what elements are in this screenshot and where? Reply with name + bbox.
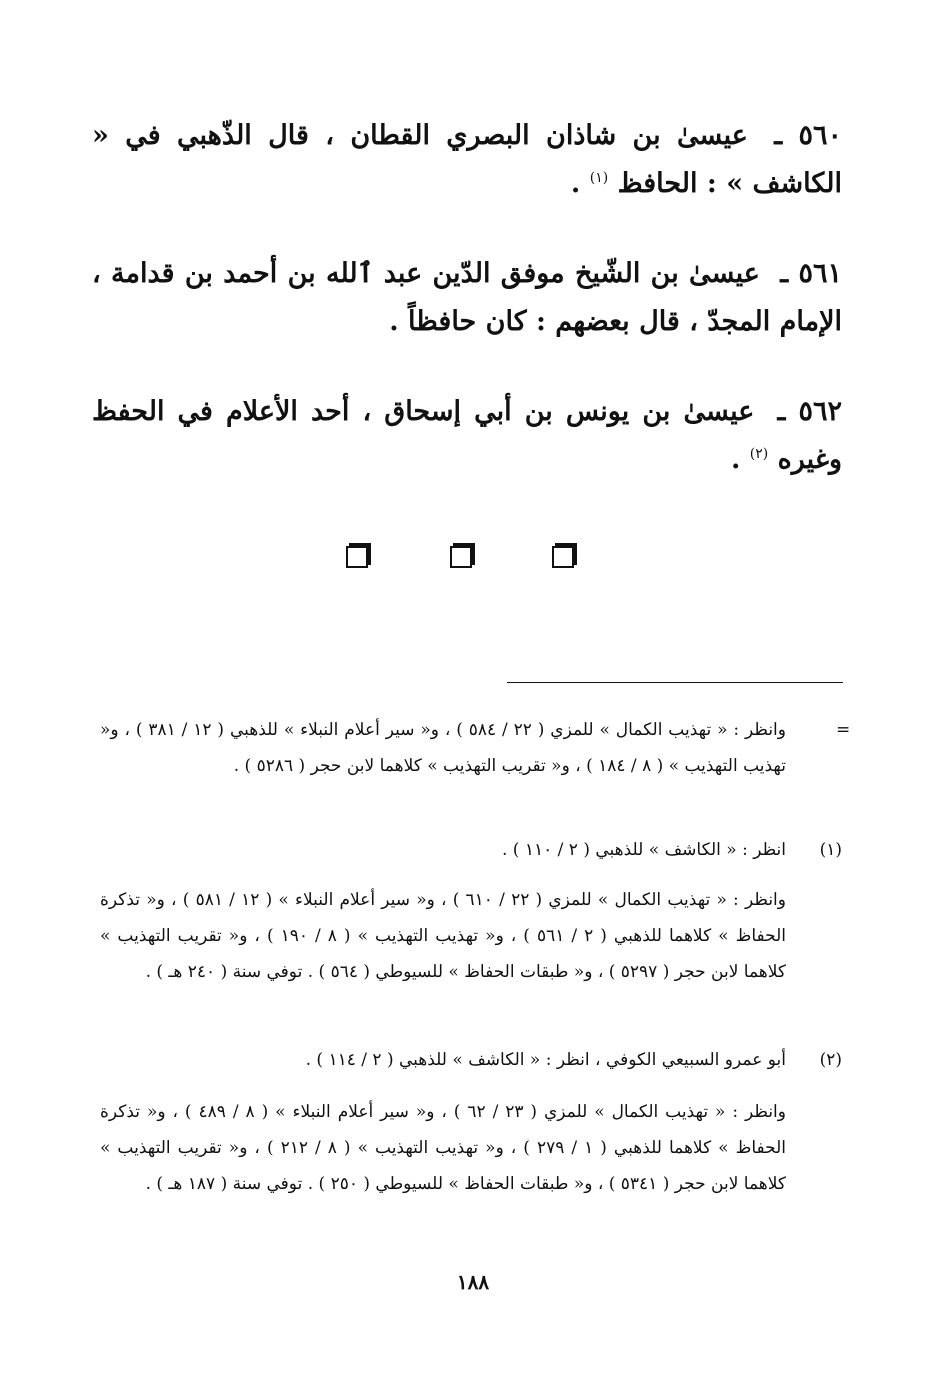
footnote-separator [507, 682, 843, 683]
entry-562 [92, 388, 842, 484]
entry-560 [92, 112, 842, 208]
entry-text: عيسىٰ بن شاذان البصري القطان ، قال الذّهبي في « الكاشف » : الحافظ [92, 120, 842, 199]
footnote-continuation: وانظر : « تهذيب الكمال » للمزي ( ٢٢ / ٥٨٤ ) ، و« سير أعلام النبلاء » للذهبي ( ١٢ / ٣٨١ ) ، و« تهذيب التهذيب » ( ٨ / ١٨٤ ) ، و« تقريب التهذيب » كلاهما لابن حجر ( ٥٢٨٦ ) . [100, 720, 786, 776]
footnote-2-more: وانظر : « تهذيب الكمال » للمزي ( ٢٣ / ٦٢ ) ، و« سير أعلام النبلاء » ( ٨ / ٤٨٩ ) ، و« تذكرة الحفاظ » كلاهما للذهبي ( ١ / ٢٧٩ ) ، و« تهذيب التهذيب » ( ٨ / ٢١٢ ) ، و« تقريب التهذيب » كلاهما لابن حجر ( ٥٣٤١ ) ، و« طبقات الحفاظ » للسيوطي ( ٢٥٠ ) . توفي سنة ( ١٨٧ هـ ) . [100, 1102, 786, 1194]
square-ornament-icon [450, 546, 472, 568]
entry-end: . [730, 444, 741, 475]
square-ornament-icon [346, 546, 368, 568]
entry-number: ٥٦٠ ـ [774, 120, 843, 151]
footnote-ref[interactable]: (٢) [749, 446, 769, 462]
entry-end: . [570, 168, 581, 199]
footnote-2-number: (٢) [819, 1050, 842, 1070]
footnote-2-line: أبو عمرو السبيعي الكوفي ، انظر : « الكاشف » للذهبي ( ٢ / ١١٤ ) . [305, 1050, 786, 1070]
footnote-1-more: وانظر : « تهذيب الكمال » للمزي ( ٢٢ / ٦١٠ ) ، و« سير أعلام النبلاء » ( ١٢ / ٥٨١ ) ، و« تذكرة الحفاظ » كلاهما للذهبي ( ٢ / ٥٦١ ) ، و« تهذيب التهذيب » ( ٨ / ١٩٠ ) ، و« تقريب التهذيب » كلاهما لابن حجر ( ٥٢٩٧ ) ، و« طبقات الحفاظ » للسيوطي ( ٥٦٤ ) . توفي سنة ( ٢٤٠ هـ ) . [100, 890, 786, 982]
entry-number: ٥٦١ ـ [780, 258, 842, 289]
square-ornament-icon [552, 546, 574, 568]
entry-text: عيسىٰ بن يونس بن أبي إسحاق ، أحد الأعلام في الحفظ وغيره [92, 396, 842, 475]
section-divider-ornament [346, 546, 582, 574]
continuation-mark: = [836, 720, 851, 740]
entry-number: ٥٦٢ ـ [777, 396, 843, 427]
footnote-ref[interactable]: (١) [589, 170, 609, 186]
entry-561 [92, 250, 842, 346]
footnote-1-number: (١) [819, 840, 842, 860]
page-number: ١٨٨ [456, 1270, 490, 1294]
entry-text: عيسىٰ بن الشّيخ موفق الدّين عبد ٱلله بن أحمد بن قدامة ، الإمام المجدّ ، قال بعضهم : كان حافظاً . [92, 258, 842, 337]
footnote-1-line: انظر : « الكاشف » للذهبي ( ٢ / ١١٠ ) . [501, 840, 786, 860]
